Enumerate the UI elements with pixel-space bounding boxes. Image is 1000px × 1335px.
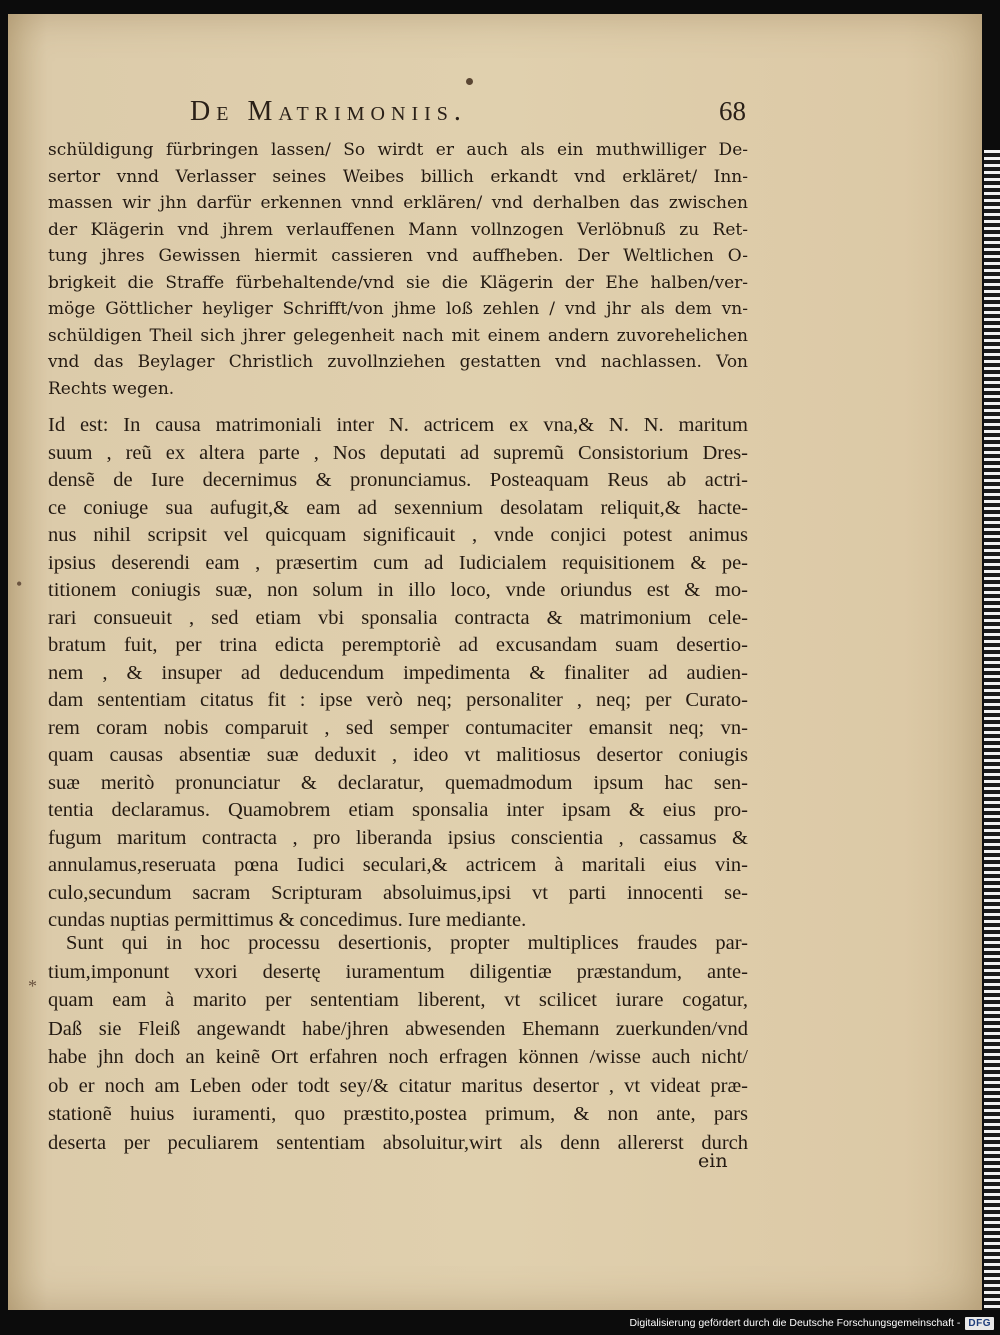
text-line: schüldigung fürbringen lassen/ So wirdt er auch als ein muthwilliger De- bbox=[48, 140, 748, 160]
text-line: deserta per peculiarem sententiam absoluitur,wirt als denn allererst durch bbox=[48, 1131, 748, 1154]
text-line: möge Göttlicher heyliger Schrifft/von jhme loß zehlen / vnd jhr als dem vn- bbox=[48, 299, 748, 319]
catchword: ein bbox=[698, 1150, 728, 1172]
text-line: tentia declaramus. Quamobrem etiam sponsalia inter ipsam & eius pro- bbox=[48, 799, 748, 821]
text-line: rem coram nobis comparuit , sed semper contumaciter emansit neq; vn- bbox=[48, 716, 748, 739]
scan-dark-corner bbox=[982, 14, 1000, 150]
text-line: bratum fuit, per trina edicta peremptoriè ad excusandam suam desertio- bbox=[48, 634, 748, 656]
text-line: ipsius deserendi eam , præsertim cum ad Iudicialem requisitionem & pe- bbox=[48, 551, 748, 574]
text-line: quam eam à marito per sententiam liberent, vt scilicet iurare cogatur, bbox=[48, 989, 748, 1011]
text-line: cundas nuptias permittimus & concedimus. Iure mediante. bbox=[48, 909, 527, 931]
latin-verdict-paragraph bbox=[48, 412, 748, 935]
text-line: brigkeit die Straffe fürbehaltende/vnd sie die Klägerin der Ehe halben/ver- bbox=[48, 272, 748, 293]
text-line: tium,imponunt vxori desertę iuramentum diligentiæ præstandum, ante- bbox=[48, 960, 748, 983]
margin-mark: • bbox=[16, 574, 23, 594]
ink-dot bbox=[466, 78, 473, 85]
text-line: annulamus,reseruata pœna Iudici seculari,& actricem à maritali eius vin- bbox=[48, 854, 748, 876]
text-line: massen wir jhn darfür erkennen vnnd erklären/ vnd derhalben das zwischen bbox=[48, 193, 748, 213]
text-line: culo,secundum sacram Scripturam absoluimus,ipsi vt parti innocenti se- bbox=[48, 881, 748, 904]
text-line: Sunt qui in hoc processu desertionis, propter multiplices fraudes par- bbox=[66, 932, 748, 954]
page-number: 68 bbox=[719, 96, 746, 126]
scan-edge-strip bbox=[984, 150, 1000, 1310]
dfg-logo: DFG bbox=[965, 1317, 994, 1330]
text-line: sertor vnnd Verlasser seines Weibes billich erkandt vnd erkläret/ Inn- bbox=[48, 166, 748, 187]
digitization-footer bbox=[629, 1312, 994, 1334]
text-line: dam sententiam citatus fit : ipse verò neq; personaliter , neq; per Curato- bbox=[48, 689, 748, 711]
text-line: nem , & insuper ad deducendum impedimenta & finaliter ad audien- bbox=[48, 661, 748, 684]
text-line: suum , reũ ex altera parte , Nos deputati ad supremũ Consistorium Dres- bbox=[48, 441, 748, 464]
text-line: stationẽ huius iuramenti, quo præstito,postea primum, & non ante, pars bbox=[48, 1103, 748, 1125]
text-line: Daß sie Fleiß angewandt habe/jhren abwesenden Ehemann zuerkunden/vnd bbox=[48, 1017, 748, 1040]
text-line: fugum maritum contracta , pro liberanda ipsius conscientia , cassamus & bbox=[48, 826, 748, 849]
text-line: quam causas absentiæ suæ deduxit , ideo vt malitiosus desertor coniugis bbox=[48, 744, 748, 766]
margin-mark: * bbox=[28, 976, 37, 996]
text-line: vnd das Beylager Christlich zuvollnziehen gestatten vnd nachlassen. Von bbox=[48, 352, 748, 372]
text-line: ob er noch am Leben oder todt sey/& citatur maritus desertor , vt videat præ- bbox=[48, 1074, 748, 1097]
text-line: rari consueuit , sed etiam vbi sponsalia contracta & matrimonium cele- bbox=[48, 606, 748, 629]
text-line: Id est: In causa matrimoniali inter N. actricem ex vna,& N. N. maritum bbox=[48, 414, 748, 436]
german-verdict-paragraph bbox=[48, 137, 748, 402]
text-line: habe jhn doch an keinẽ Ort erfahren noch erfragen können /wisse auch nicht/ bbox=[48, 1046, 748, 1068]
text-line: suæ meritò pronunciatur & declaratur, quemadmodum ipsum hac sen- bbox=[48, 771, 748, 794]
running-head bbox=[190, 96, 746, 136]
text-line: densẽ de Iure decernimus & pronunciamus. Posteaquam Reus ab actri- bbox=[48, 469, 748, 491]
commentary-paragraph bbox=[48, 929, 748, 1157]
book-page bbox=[8, 14, 982, 1310]
text-line: Rechts wegen. bbox=[48, 378, 175, 399]
text-line: nus nihil scripsit vel quicquam significauit , vnde conjici potest animus bbox=[48, 524, 748, 546]
text-line: titionem coniugis suæ, non solum in illo loco, vnde oriundus est & mo- bbox=[48, 579, 748, 601]
text-line: tung jhres Gewissen hiermit cassieren vnd auffheben. Der Weltlichen O- bbox=[48, 246, 748, 266]
text-line: schüldigen Theil sich jhrer gelegenheit nach mit einem andern zuvorehelichen bbox=[48, 325, 748, 346]
running-title: De Matrimoniis. bbox=[190, 96, 467, 127]
funding-credit: Digitalisierung gefördert durch die Deutsche Forschungsgemeinschaft - bbox=[629, 1317, 961, 1329]
text-line: der Klägerin vnd jhrem verlauffenen Mann vollnzogen Verlöbnuß zu Ret- bbox=[48, 219, 748, 240]
text-line: ce coniuge sua aufugit,& eam ad sexennium desolatam reliquit,& hacte- bbox=[48, 496, 748, 519]
